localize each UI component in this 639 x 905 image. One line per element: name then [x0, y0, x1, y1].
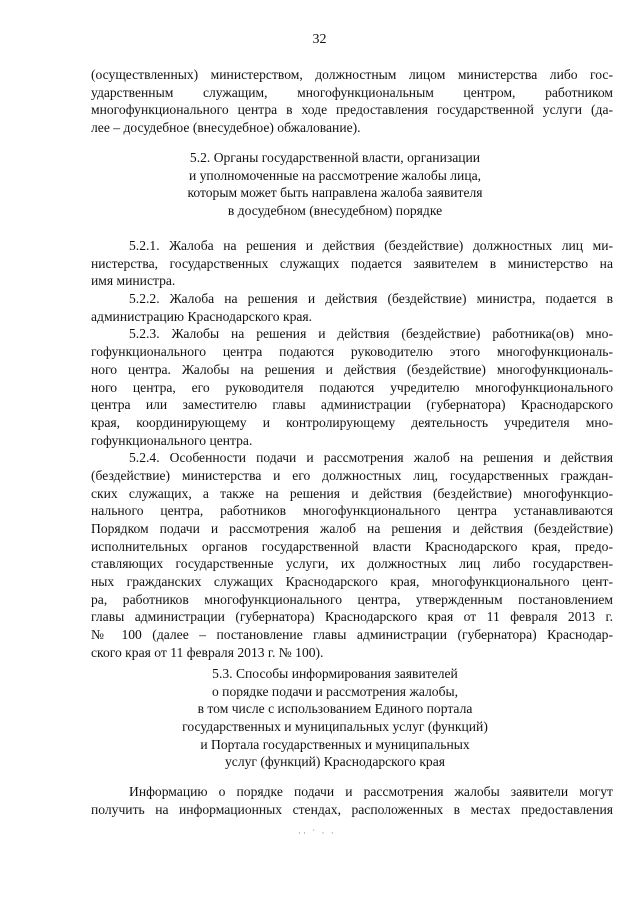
- heading-line: и Портала государственных и муниципальных: [200, 736, 470, 752]
- heading-line: услуг (функций) Краснодарского края: [224, 754, 446, 770]
- text-line: нального центра, работников многофункционального центра устанавливаются: [91, 503, 613, 519]
- text-line: ского края от 11 февраля 2013 г. № 100).: [91, 644, 324, 660]
- heading-line: 5.3. Способы информирования заявителей: [212, 666, 458, 681]
- text-line: лее – досудебное (внесудебное) обжалование).: [91, 120, 361, 136]
- text-line: (бездействие) министерства и его должностных лиц, государственных граждан-: [91, 467, 613, 483]
- text-line: края, координирующему и контролирующему деятельность учредителя мно-: [91, 414, 613, 430]
- intro-paragraph: [91, 66, 613, 137]
- text-line: Порядком подачи и рассмотрения жалоб на решения и действия (бездействие): [91, 521, 613, 536]
- text-line: гофункционального центра подаются руководителю этого многофункциональ-: [91, 344, 613, 360]
- text-line: 5.2.2. Жалоба на решения и действия (бездействие) министра, подается в: [129, 291, 613, 307]
- text-line: № 100 (далее – постановление главы администрации (губернатора) Краснодар-: [91, 627, 613, 643]
- text-line: имя министра.: [91, 273, 176, 289]
- text-line: Информацию о порядке подачи и рассмотрения жалобы заявители могут: [129, 784, 613, 799]
- text-line: ра, работников многофункционального центра, утвержденным постановлением: [91, 591, 613, 607]
- text-line: гофункционального центра.: [91, 432, 253, 448]
- text-line: ставляющих государственные услуги, их должностных лиц либо государствен-: [91, 556, 613, 572]
- page-number: 32: [312, 32, 327, 47]
- section-5-2-body: [91, 237, 613, 662]
- heading-line: о порядке подачи и рассмотрения жалобы,: [211, 683, 459, 699]
- section-5-3-body: [91, 783, 613, 818]
- text-line: 5.2.3. Жалобы на решения и действия (бездействие) работника(ов) мно-: [129, 326, 613, 342]
- text-line: исполнительных органов государственной власти Краснодарского края, предо-: [91, 538, 613, 554]
- text-line: ного центра, его руководителя подаются учредителю многофункционального: [91, 379, 613, 395]
- text-line: получить на информационных стендах, расположенных в местах предоставления: [91, 801, 613, 817]
- text-line: ударственным служащим, многофункциональным центром, работником: [91, 84, 613, 100]
- heading-line: которым может быть направлена жалоба заявителя: [187, 185, 483, 201]
- text-line: 5.2.4. Особенности подачи и рассмотрения жалоб на решения и действия: [129, 450, 613, 466]
- scan-artifact: ·· ˙ · ·: [298, 828, 336, 838]
- text-line: администрацию Краснодарского края.: [91, 308, 313, 324]
- heading-line: государственных и муниципальных услуг (функций): [182, 719, 488, 735]
- section-heading-5-3: [120, 665, 550, 771]
- text-line: нистерства, государственных служащих подается заявителем в министерство на: [91, 255, 613, 271]
- heading-line: и уполномоченные на рассмотрение жалобы лица,: [188, 167, 482, 183]
- text-line: ных гражданских служащих Краснодарского края, многофункционального цент-: [91, 574, 613, 590]
- heading-line: 5.2. Органы государственной власти, организации: [189, 150, 481, 165]
- section-heading-5-2: [120, 149, 550, 220]
- heading-line: в том числе с использованием Единого портала: [197, 701, 473, 717]
- text-line: (осуществленных) министерством, должностным лицом министерства либо гос-: [91, 67, 613, 82]
- text-line: ного центра. Жалобы на решения и действия (бездействие) многофункциональ-: [91, 361, 613, 377]
- text-line: главы администрации (губернатора) Краснодарского края от 11 февраля 2013 г.: [91, 609, 613, 625]
- text-line: 5.2.1. Жалоба на решения и действия (бездействие) должностных лиц ми-: [129, 238, 613, 253]
- text-line: многофункционального центра в ходе предоставления государственной услуги (да-: [91, 102, 613, 118]
- text-line: ских служащих, а также на решения и действия (бездействие) многофункцио-: [91, 485, 613, 501]
- text-line: центра или заместителю главы администрации (губернатора) Краснодарского: [91, 397, 613, 413]
- heading-line: в досудебном (внесудебном) порядке: [227, 203, 443, 219]
